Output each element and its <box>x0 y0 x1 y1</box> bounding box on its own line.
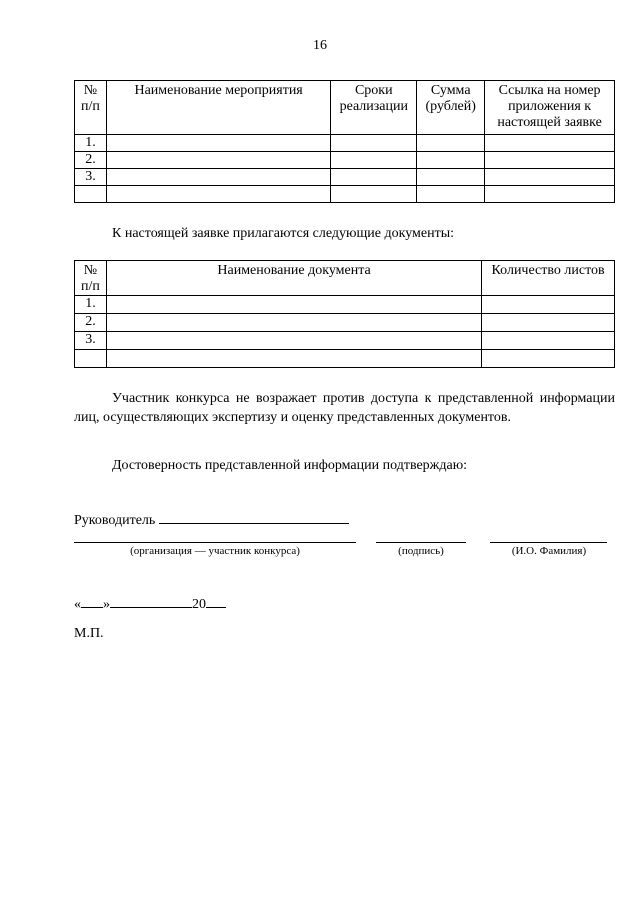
documents-table <box>74 260 615 368</box>
signature-caption: (подпись) <box>398 545 444 557</box>
event-sum-cell[interactable] <box>417 186 485 203</box>
head-label: Руководитель <box>74 513 156 528</box>
document-sheets-cell[interactable] <box>482 332 615 350</box>
documents-table-header <box>75 261 615 296</box>
document-name-cell[interactable] <box>106 296 481 314</box>
full-name-line[interactable] <box>490 542 607 543</box>
events-header-num: № п/п <box>75 81 107 135</box>
event-name-cell[interactable] <box>106 152 330 169</box>
event-ref-cell[interactable] <box>485 135 615 152</box>
docs-header-num: № п/п <box>75 261 107 296</box>
organization-caption: (организация — участник конкурса) <box>130 545 300 557</box>
document-name-cell[interactable] <box>106 332 481 350</box>
row-number <box>75 186 107 203</box>
table-row <box>75 152 615 169</box>
consent-paragraph: Участник конкурса не возражает против доступа к представленной информации лиц, осуществляющих экспертизу и оценку представленных документов. <box>74 391 615 425</box>
document-sheets-cell[interactable] <box>482 296 615 314</box>
date-close-quote: » <box>103 597 110 612</box>
row-number: 2. <box>75 314 107 332</box>
event-name-cell[interactable] <box>106 135 330 152</box>
event-sum-cell[interactable] <box>417 152 485 169</box>
table-row <box>75 350 615 368</box>
docs-header-sheets: Количество листов <box>482 261 615 296</box>
document-name-cell[interactable] <box>106 350 481 368</box>
event-name-cell[interactable] <box>106 169 330 186</box>
event-ref-cell[interactable] <box>485 152 615 169</box>
docs-header-name: Наименование документа <box>106 261 481 296</box>
organization-line[interactable] <box>74 542 356 543</box>
head-signature-line <box>74 509 349 529</box>
event-ref-cell[interactable] <box>485 169 615 186</box>
events-header-ref: Ссылка на номер приложения к настоящей заявке <box>485 81 615 135</box>
event-terms-cell[interactable] <box>331 135 417 152</box>
page-number: 16 <box>313 38 327 53</box>
table-row <box>75 296 615 314</box>
date-month-blank[interactable] <box>110 594 192 608</box>
table-row <box>75 169 615 186</box>
row-number: 3. <box>75 169 107 186</box>
head-name-blank[interactable] <box>159 509 349 524</box>
row-number: 1. <box>75 135 107 152</box>
document-name-cell[interactable] <box>106 314 481 332</box>
date-open-quote: « <box>74 597 81 612</box>
row-number: 1. <box>75 296 107 314</box>
row-number <box>75 350 107 368</box>
row-number: 3. <box>75 332 107 350</box>
event-terms-cell[interactable] <box>331 152 417 169</box>
table-row <box>75 135 615 152</box>
signature-line[interactable] <box>376 542 466 543</box>
table-row <box>75 314 615 332</box>
event-sum-cell[interactable] <box>417 135 485 152</box>
events-table-header <box>75 81 615 135</box>
events-header-terms: Сроки реализации <box>331 81 417 135</box>
event-terms-cell[interactable] <box>331 186 417 203</box>
table-row <box>75 332 615 350</box>
table-row <box>75 186 615 203</box>
docs-intro-text: К настоящей заявке прилагаются следующие документы: <box>112 226 454 241</box>
events-header-name: Наименование мероприятия <box>106 81 330 135</box>
confirm-paragraph: Достоверность представленной информации подтверждаю: <box>112 458 468 473</box>
events-header-sum: Сумма (рублей) <box>417 81 485 135</box>
row-number: 2. <box>75 152 107 169</box>
date-day-blank[interactable] <box>81 594 103 608</box>
event-ref-cell[interactable] <box>485 186 615 203</box>
date-year-prefix: 20 <box>192 597 206 612</box>
full-name-caption: (И.О. Фамилия) <box>511 545 587 557</box>
event-name-cell[interactable] <box>106 186 330 203</box>
date-year-blank[interactable] <box>206 594 226 608</box>
date-line <box>74 594 226 613</box>
document-sheets-cell[interactable] <box>482 350 615 368</box>
stamp-label: М.П. <box>74 626 104 641</box>
document-sheets-cell[interactable] <box>482 314 615 332</box>
event-terms-cell[interactable] <box>331 169 417 186</box>
events-table <box>74 80 615 203</box>
event-sum-cell[interactable] <box>417 169 485 186</box>
